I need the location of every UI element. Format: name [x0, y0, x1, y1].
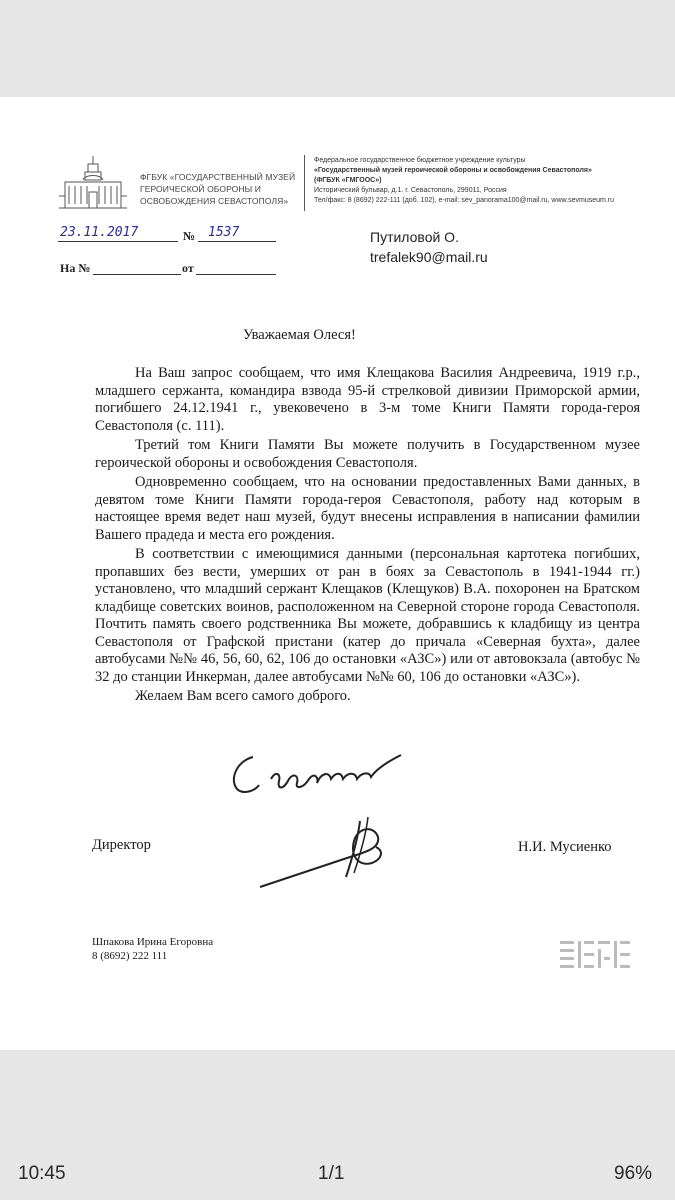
paragraph-5: Желаем Вам всего самого доброго.	[135, 688, 351, 704]
registration-number: 1537	[208, 225, 240, 240]
org-short-name: ФГБУК «ГОСУДАРСТВЕННЫЙ МУЗЕЙ ГЕРОИЧЕСКОЙ ОБОРОНЫ И ОСВОБОЖДЕНИЯ СЕВАСТОПОЛЯ»	[140, 172, 296, 206]
paragraph-4: В соответствии с имеющимися данными (персональная картотека погибших, пропавших без вести, умерших от ран в боях за Севастополь в 1941-1944 гг.) установлено, что младший сержант Клещаков (Клещуков) В.А. похоронен на Братском кладбище советских воинов, расположенном на Северной стороне города Севастополя. Почтить память своего родственника Вы можете, добравшись к кладбищу из центра Севастополя от Графской пристани (катер до причала «Северная бухта», далее автобусами №№ 46, 56, 60, 62, 106 до остановки «АЗС») или от автовокзала (автобус № 32 до станции Инкерман, далее автобусами №№ 60, 106 до остановки «АЗС»).	[95, 546, 640, 685]
signature-scribble	[250, 807, 400, 897]
paragraph-3: Одновременно сообщаем, что на основании предоставленных Вами данных, в девятом томе Книги Памяти города-героя Севастополя, работу над которым в настоящее время ведет наш музей, будут внесены исправления в написании фамилии Вашего прадеда и места его рождения.	[95, 474, 640, 543]
signature-position: Директор	[92, 837, 151, 853]
letterhead-divider	[304, 155, 305, 211]
document-page[interactable]	[0, 97, 675, 1050]
org-line-2: «Государственный музей героической обороны и освобождения Севастополя»	[314, 167, 592, 174]
number-label: №	[183, 229, 196, 243]
letter-body	[95, 365, 640, 708]
org-line-5: Тел/факс: 8 (8692) 222-111 (доб. 102), e-mail: sev_panorama100@mail.ru, www.sevmuseum.ru	[314, 197, 615, 204]
paragraph-1: На Ваш запрос сообщаем, что имя Клещакова Василия Андреевича, 1919 г.р., младшего сержанта, командира взвода 95-й стрелковой дивизии Приморской армии, погибшего 24.12.1941 г., увековечено в 3-м томе Книги Памяти города-героя Севастополя (с. 111).	[95, 365, 640, 434]
handwritten-salutation	[225, 749, 425, 804]
recipient-email: trefalek90@mail.ru	[370, 249, 488, 265]
org-line-4: Исторический бульвар, д.1. г. Севастополь, 299011, Россия	[314, 187, 507, 194]
reference-label: На №	[60, 261, 91, 275]
reference-from-label: от	[182, 261, 194, 275]
org-line-3: (ФГБУК «ГМГООС»)	[314, 177, 382, 184]
org-full-details	[314, 156, 654, 206]
viewer-status-bar	[0, 1150, 675, 1200]
registration-date: 23.11.2017	[60, 225, 139, 240]
org-line-1: Федеральное государственное бюджетное учреждение культуры	[314, 157, 526, 164]
signatory-name: Н.И. Мусиенко	[518, 839, 612, 855]
reference-underline	[93, 274, 181, 275]
executor-name: Шпакова Ирина Егоровна	[92, 936, 214, 948]
executor-block	[92, 935, 213, 963]
museum-logo-icon	[55, 152, 130, 212]
greeting: Уважаемая Олеся!	[243, 327, 356, 343]
recipient-name: Путиловой О.	[370, 229, 459, 245]
page-indicator: 1/1	[318, 1163, 345, 1184]
recipient-block	[370, 227, 488, 267]
registration-barcode-icon	[560, 939, 630, 969]
date-underline	[58, 241, 178, 242]
number-underline	[198, 241, 276, 242]
paragraph-2: Третий том Книги Памяти Вы можете получить в Государственном музее героической обороны и освобождения Севастополя.	[95, 437, 640, 471]
clock-time: 10:45	[18, 1163, 66, 1184]
zoom-level: 96%	[614, 1163, 653, 1184]
from-underline	[196, 274, 276, 275]
executor-phone: 8 (8692) 222 111	[92, 950, 168, 962]
